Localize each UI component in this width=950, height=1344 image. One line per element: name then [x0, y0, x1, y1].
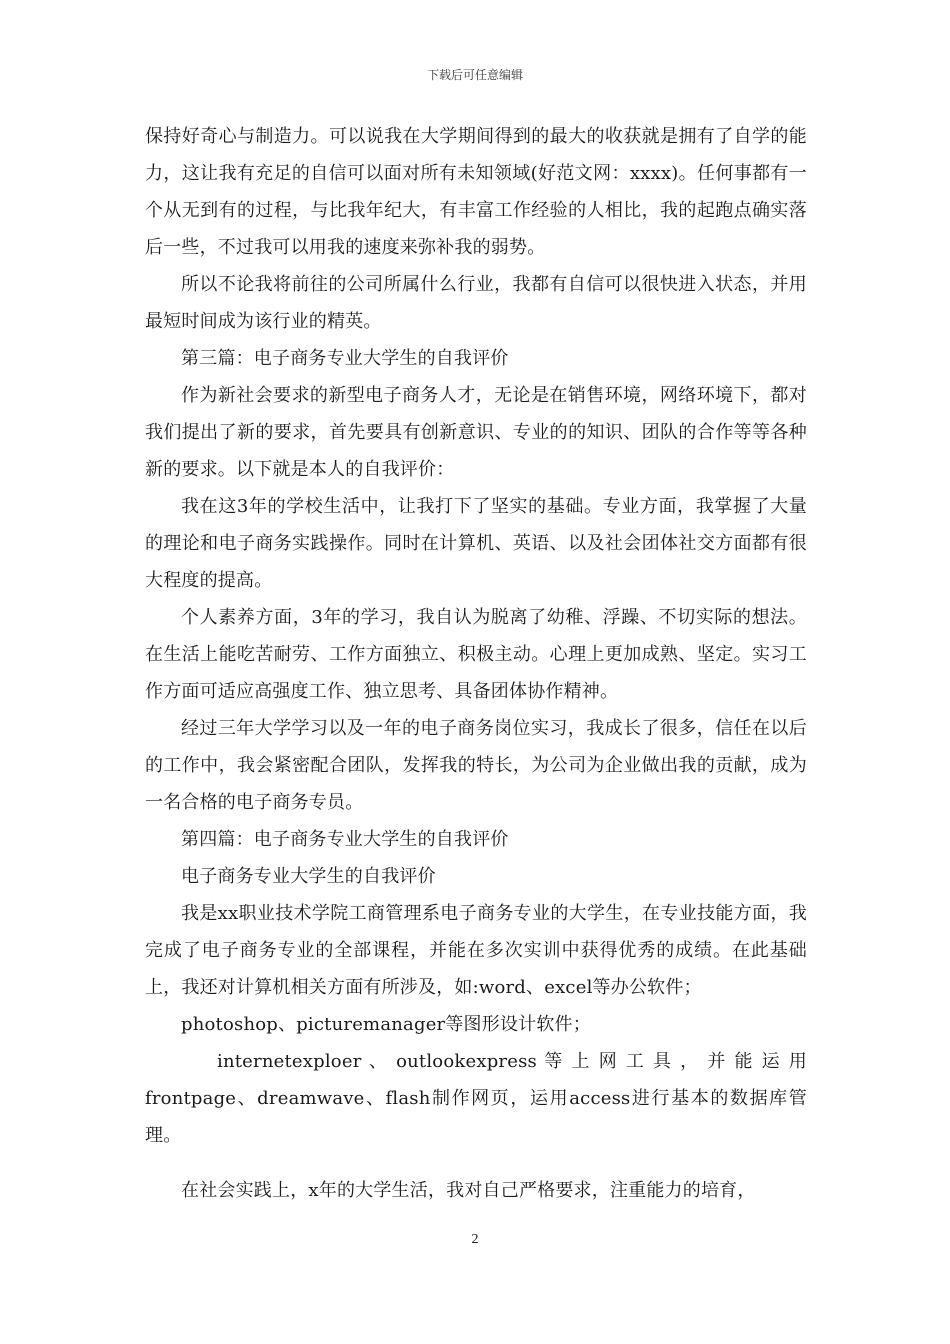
paragraph-5: 个人素养方面，3年的学习，我自认为脱离了幼稚、浮躁、不切实际的想法。在生活上能吃苦耐劳、工作方面独立、积极主动。心理上更加成熟、坚定。实习工作方面可适应高强度工作、独立思考、具备团体协作精神。	[145, 607, 807, 702]
paragraph-8: photoshop、picturemanager等图形设计软件；	[181, 1014, 591, 1035]
section-heading-4: 第四篇：电子商务专业大学生的自我评价	[181, 829, 509, 850]
section-heading-3: 第三篇：电子商务专业大学生的自我评价	[181, 348, 509, 369]
paragraph-7: 我是xx职业技术学院工商管理系电子商务专业的大学生，在专业技能方面，我完成了电子商务专业的全部课程，并能在多次实训中获得优秀的成绩。在此基础上，我还对计算机相关方面有所涉及，如:word、excel等办公软件；	[145, 903, 807, 998]
document-body	[145, 118, 807, 1209]
page-header: 下载后可任意编辑	[426, 68, 523, 82]
page-number: 2	[471, 1232, 479, 1247]
spacer	[145, 1154, 807, 1172]
paragraph-1: 保持好奇心与制造力。可以说我在大学期间得到的最大的收获就是拥有了自学的能力，这让我有充足的自信可以面对所有未知领域(好范文网：xxxx)。任何事都有一个从无到有的过程，与比我年纪大，有丰富工作经验的人相比，我的起跑点确实落后一些，不过我可以用我的速度来弥补我的弱势。	[145, 126, 807, 258]
paragraph-2: 所以不论我将前往的公司所属什么行业，我都有自信可以很快进入状态，并用最短时间成为该行业的精英。	[145, 274, 807, 332]
paragraph-3: 作为新社会要求的新型电子商务人才，无论是在销售环境，网络环境下，都对我们提出了新的要求，首先要具有创新意识、专业的的知识、团队的合作等等各种新的要求。以下就是本人的自我评价：	[145, 385, 807, 480]
paragraph-4: 我在这3年的学校生活中，让我打下了坚实的基础。专业方面，我掌握了大量的理论和电子商务实践操作。同时在计算机、英语、以及社会团体社交方面都有很大程度的提高。	[145, 496, 807, 591]
paragraph-6: 经过三年大学学习以及一年的电子商务岗位实习，我成长了很多，信任在以后的工作中，我会紧密配合团队，发挥我的特长，为公司为企业做出我的贡献，成为一名合格的电子商务专员。	[145, 718, 807, 813]
paragraph-10: 在社会实践上，x年的大学生活，我对自己严格要求，注重能力的培育，	[181, 1180, 756, 1201]
paragraph-9: internetexploer 、 outlookexpress 等 上 网 工 具 ， 并 能 运 用 frontpage、dreamwave、flash制作网页，运用access进行基本的数据库管理。	[145, 1051, 807, 1146]
subtitle: 电子商务专业大学生的自我评价	[181, 866, 436, 887]
